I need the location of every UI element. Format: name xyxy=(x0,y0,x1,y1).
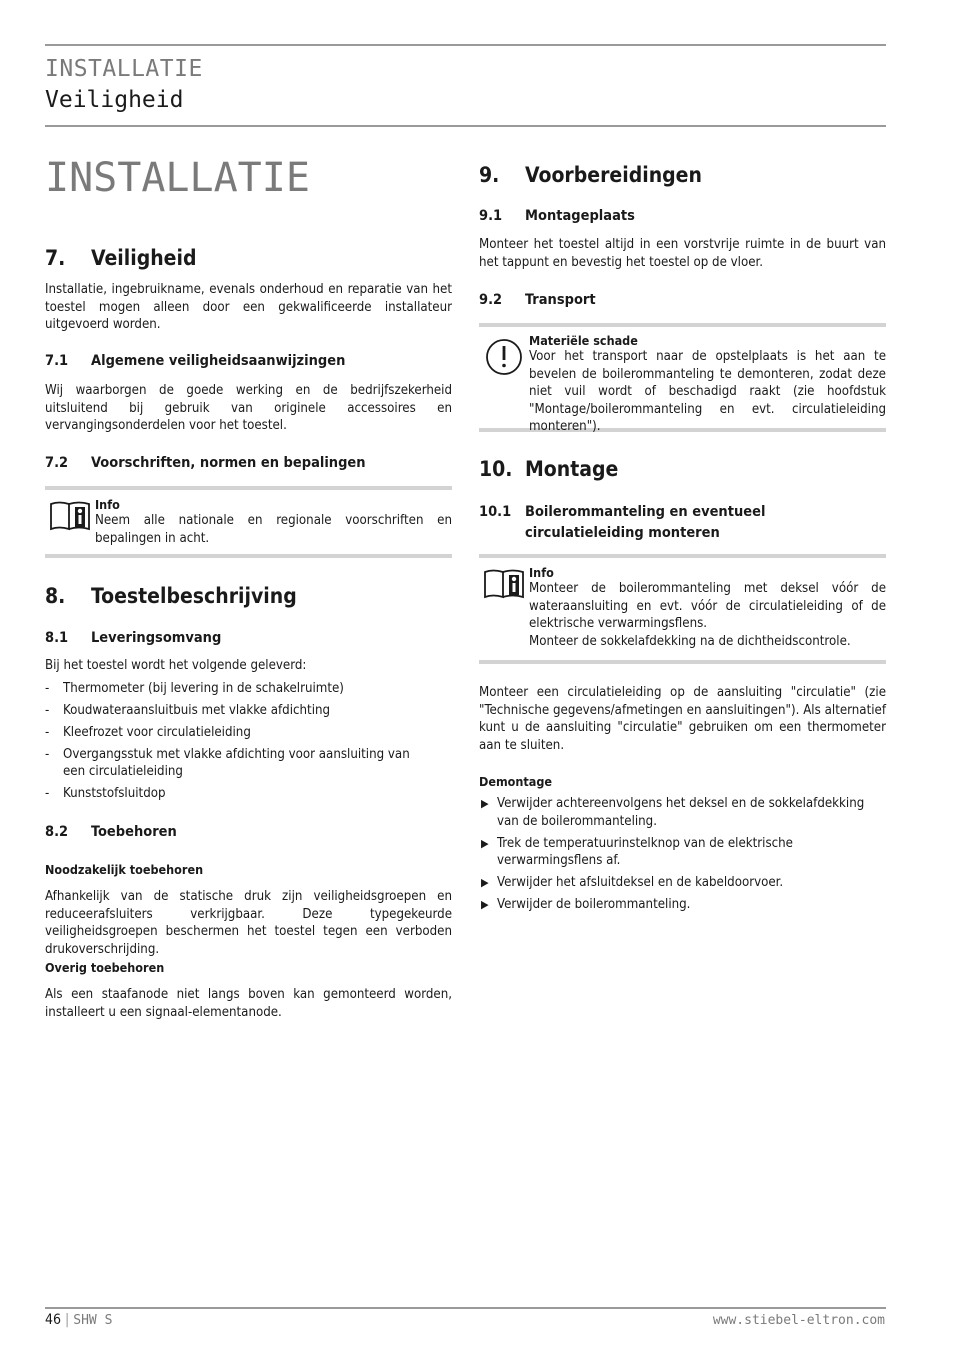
section-7-intro xyxy=(45,281,452,334)
section-number: 7. xyxy=(45,246,66,270)
info-text: Neem alle nationale en regionale voorschriften en bepalingen in acht. xyxy=(95,513,452,546)
section-heading: Voorbereidingen xyxy=(525,163,702,187)
footer-separator: | xyxy=(65,1312,70,1328)
info-book-icon xyxy=(483,568,525,604)
list-item: - Kunststofsluitdop xyxy=(45,785,452,803)
info-book-icon xyxy=(49,500,91,536)
section-number: 10. xyxy=(479,457,513,481)
section-8-2-sub1 xyxy=(45,862,452,877)
section-number: 7.2 xyxy=(45,455,69,471)
list-item: - Koudwateraansluitbuis met vlakke afdichting xyxy=(45,702,452,720)
step-item xyxy=(479,795,886,830)
section-number: 9.1 xyxy=(479,208,503,224)
section-number: 8.2 xyxy=(45,824,69,840)
warning-title: Materiële schade xyxy=(529,333,638,348)
footer-website: www.stiebel-eltron.com xyxy=(712,1313,885,1328)
section-10-1-heading xyxy=(479,502,886,544)
section-heading-continued: circulatieleiding monteren xyxy=(525,525,720,541)
list-item: - Overgangsstuk met vlakke afdichting voor aansluiting van een circulatieleiding xyxy=(45,746,433,781)
warning-box xyxy=(479,323,886,432)
section-9-2-heading xyxy=(479,292,886,308)
page-number: 46 xyxy=(45,1312,62,1328)
step-item xyxy=(479,874,886,892)
paragraph: Afhankelijk van de statische druk zijn veiligheidsgroepen en reduceerafsluiters verkrijgbaar. Deze typegekeurde veiligheidsgroepen beschermen het toestel tegen een verboden drukoverschrijding. xyxy=(45,889,452,957)
step-text: Trek de temperatuurinstelknop van de elektrische verwarmingsflens af. xyxy=(497,835,793,868)
section-heading: Montageplaats xyxy=(525,208,635,224)
section-8-2-text2 xyxy=(45,986,452,1021)
triangle-bullet-icon: ▶ xyxy=(481,876,489,889)
section-8-1-body xyxy=(45,657,452,807)
triangle-bullet-icon: ▶ xyxy=(481,836,489,850)
demontage-steps xyxy=(479,795,886,918)
header-top-rule xyxy=(45,44,886,46)
info-title: Info xyxy=(95,497,120,512)
demontage-heading xyxy=(479,774,886,789)
header-subsection-title: Veiligheid xyxy=(45,87,184,113)
paragraph: Monteer een circulatieleiding op de aansluiting "circulatie" (zie "Technische gegevens/afmetingen en aansluitingen"). Als alternatief kunt u de aansluiting "circulatie" gebruiken om een thermometer aan te sluiten. xyxy=(479,685,886,753)
section-number: 8.1 xyxy=(45,630,69,646)
section-8 xyxy=(45,584,452,608)
paragraph: Wij waarborgen de goede werking en de bedrijfszekerheid uitsluitend bij gebruik van originele accessoires en vervangingsonderdelen voor het toestel. xyxy=(45,383,452,433)
section-7-1-text xyxy=(45,382,452,435)
circulation-paragraph xyxy=(479,684,886,754)
info-title: Info xyxy=(529,565,554,580)
step-item xyxy=(479,896,886,914)
step-text: Verwijder het afsluitdeksel en de kabeldoorvoer. xyxy=(497,875,784,890)
section-number: 9.2 xyxy=(479,292,503,308)
step-item xyxy=(479,835,867,870)
paragraph: Bij het toestel wordt het volgende geleverd: xyxy=(45,658,307,673)
section-8-2-text1 xyxy=(45,888,452,958)
info-box xyxy=(479,554,886,664)
section-heading: Algemene veiligheidsaanwijzingen xyxy=(91,353,346,369)
section-9-1-text xyxy=(479,236,886,271)
header-bottom-rule xyxy=(45,125,886,127)
list-item: - Kleefrozet voor circulatieleiding xyxy=(45,724,452,742)
subheading: Demontage xyxy=(479,774,553,789)
subheading: Overig toebehoren xyxy=(45,960,165,975)
warning-exclamation-icon xyxy=(484,337,524,381)
section-7-1-heading xyxy=(45,353,452,369)
section-heading: Transport xyxy=(525,292,596,308)
section-number: 8. xyxy=(45,584,66,608)
footer-page-info xyxy=(45,1312,112,1328)
info-box xyxy=(45,486,452,558)
triangle-bullet-icon: ▶ xyxy=(481,797,489,810)
section-8-1-heading xyxy=(45,630,452,646)
header-section-title: INSTALLATIE xyxy=(45,56,203,82)
section-8-2-heading xyxy=(45,824,452,840)
info-text-2: Monteer de sokkelafdekking na de dichtheidscontrole. xyxy=(529,633,851,649)
section-heading: Voorschriften, normen en bepalingen xyxy=(91,455,366,471)
section-8-2-sub2 xyxy=(45,960,452,975)
warning-text: Voor het transport naar de opstelplaats is het aan te bevelen de boilerommanteling te demonteren, zodat deze niet vuil wordt of beschadigd raakt (zie hoofdstuk "Montage/boilerommanteling en evt. circulatieleiding monteren"). xyxy=(529,349,886,434)
info-text: Monteer de boilerommanteling met deksel vóór de wateraansluiting en evt. vóór de circulatieleiding of de elektrische verwarmingsflens. xyxy=(529,581,886,631)
section-number: 10.1 xyxy=(479,504,512,520)
section-heading: Toestelbeschrijving xyxy=(91,584,297,608)
section-9-1-heading xyxy=(479,208,886,224)
delivery-list xyxy=(45,680,452,803)
subheading: Noodzakelijk toebehoren xyxy=(45,862,204,877)
section-heading: Montage xyxy=(525,457,619,481)
step-text: Verwijder de boilerommanteling. xyxy=(497,897,691,912)
paragraph: Installatie, ingebruikname, evenals onderhoud en reparatie van het toestel mogen alleen door een gekwalificeerde installateur uitgevoerd worden. xyxy=(45,282,452,332)
step-list xyxy=(479,795,886,914)
section-number: 7.1 xyxy=(45,353,69,369)
section-10 xyxy=(479,457,886,481)
footer-rule xyxy=(45,1307,886,1309)
section-7 xyxy=(45,246,452,270)
section-heading: Boilerommanteling en eventueel xyxy=(525,504,766,520)
page-title: INSTALLATIE xyxy=(45,155,310,201)
step-text: Verwijder achtereenvolgens het deksel en de sokkelafdekking van de boilerommanteling. xyxy=(497,796,865,829)
section-9 xyxy=(479,163,886,187)
section-heading: Veiligheid xyxy=(91,246,197,270)
paragraph: Monteer het toestel altijd in een vorstvrije ruimte in de buurt van het tappunt en bevestig het toestel op de vloer. xyxy=(479,237,886,270)
paragraph: Als een staafanode niet langs boven kan gemonteerd worden, installeert u een signaal-elementanode. xyxy=(45,987,452,1020)
section-heading: Leveringsomvang xyxy=(91,630,222,646)
section-7-2-heading xyxy=(45,455,452,471)
footer-model: SHW S xyxy=(73,1313,113,1328)
list-item: - Thermometer (bij levering in de schakelruimte) xyxy=(45,680,452,698)
triangle-bullet-icon: ▶ xyxy=(481,898,489,911)
section-heading: Toebehoren xyxy=(91,824,177,840)
section-number: 9. xyxy=(479,163,500,187)
